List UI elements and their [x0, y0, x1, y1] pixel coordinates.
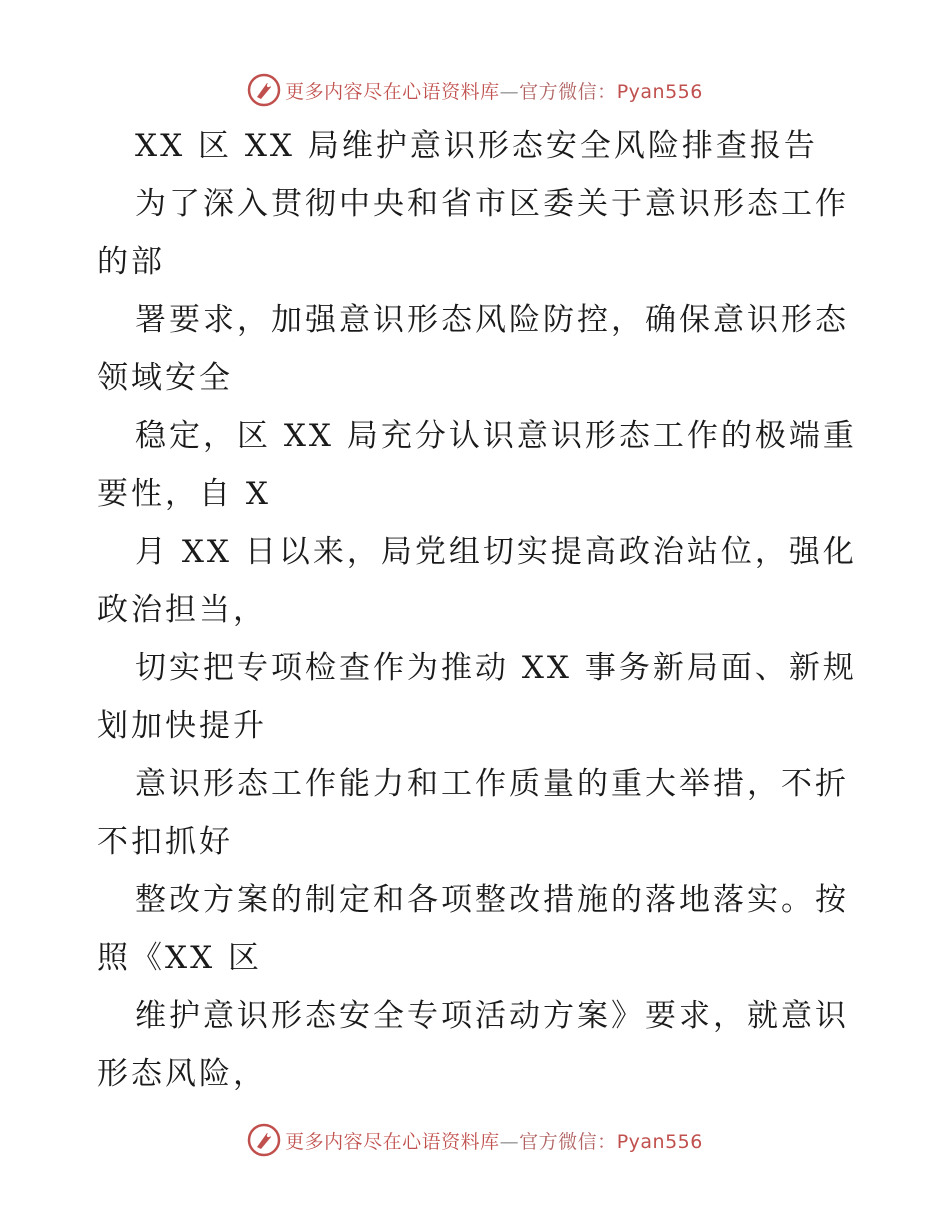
header-banner	[0, 70, 950, 110]
paragraph-line: 政治担当，	[97, 592, 267, 628]
paragraph-line: 稳定，区 XX 局充分认识意识形态工作的极端重	[135, 418, 857, 454]
footer-banner	[0, 1120, 950, 1160]
document-title: XX 区 XX 局维护意识形态安全风险排查报告	[135, 128, 818, 164]
paragraph-line: 照《XX 区	[97, 940, 262, 976]
paragraph-line: 维护意识形态安全专项活动方案》要求，就意识	[135, 998, 849, 1034]
paragraph-line: 切实把专项检查作为推动 XX 事务新局面、新规	[135, 650, 857, 686]
banner-contact-value: Pyan556	[616, 80, 703, 103]
paragraph-line: 月 XX 日以来，局党组切实提高政治站位，强化	[135, 534, 857, 570]
pen-nib-logo-icon	[247, 73, 281, 107]
banner-text	[285, 1127, 703, 1154]
paragraph-line: 为了深入贯彻中央和省市区委关于意识形态工作	[135, 186, 849, 222]
paragraph-line: 要性，自 X	[97, 476, 271, 512]
banner-contact-label: 官方微信：	[519, 80, 617, 103]
banner-title: 更多内容尽在心语资料库	[285, 80, 500, 103]
banner-contact-label: 官方微信：	[519, 1130, 617, 1153]
paragraph-line: 的部	[97, 244, 165, 280]
paragraph-line: 形态风险，	[97, 1056, 267, 1092]
paragraph-line: 整改方案的制定和各项整改措施的落地落实。按	[135, 882, 849, 918]
banner-title: 更多内容尽在心语资料库	[285, 1130, 500, 1153]
paragraph-line: 领域安全	[97, 360, 233, 396]
pen-nib-logo-icon	[247, 1123, 281, 1157]
paragraph-line: 意识形态工作能力和工作质量的重大举措，不折	[135, 766, 849, 802]
banner-contact-value: Pyan556	[616, 1130, 703, 1153]
banner-separator: —	[499, 1130, 520, 1153]
paragraph-line: 不扣抓好	[97, 824, 233, 860]
banner-text	[285, 77, 703, 104]
paragraph-line: 划加快提升	[97, 708, 267, 744]
banner-separator: —	[499, 80, 520, 103]
paragraph-line: 署要求，加强意识形态风险防控，确保意识形态	[135, 302, 849, 338]
